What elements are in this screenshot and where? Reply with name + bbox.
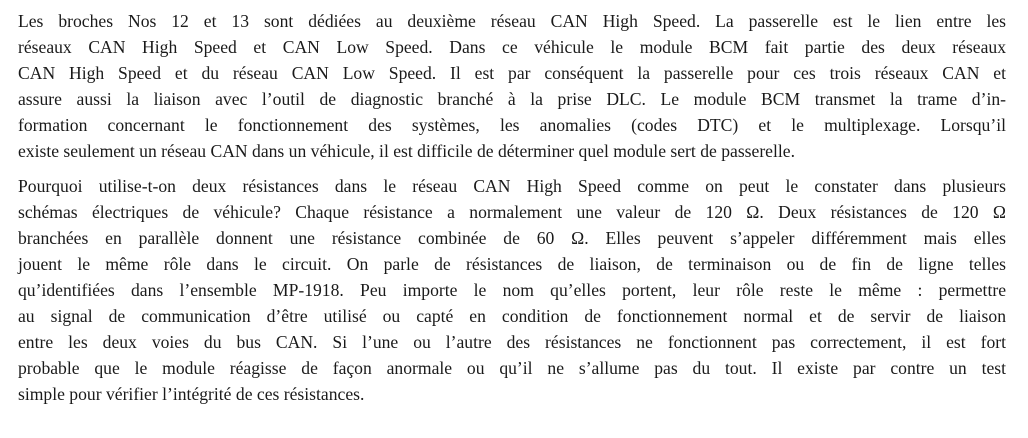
text-line: jouent le même rôle dans le circuit. On parle de résistances de liaison, de terminaison ou de fin de ligne telles [18, 254, 1006, 274]
text-line: Pourquoi utilise-t-on deux résistances dans le réseau CAN High Speed comme on peut le constater dans plusieurs [18, 176, 1006, 196]
text-line: assure aussi la liaison avec l’outil de diagnostic branché à la prise DLC. Le module BCM transmet la trame d’in- [18, 89, 1006, 109]
text-line: au signal de communication d’être utilisé ou capté en condition de fonctionnement normal et de servir de liaison [18, 306, 1006, 326]
text-line: entre les deux voies du bus CAN. Si l’une ou l’autre des résistances ne fonctionnent pas correctement, il est fort [18, 332, 1006, 352]
paragraph-gateway [18, 8, 1006, 164]
text-line: CAN High Speed et du réseau CAN Low Speed. Il est par conséquent la passerelle pour ces trois réseaux CAN et [18, 63, 1006, 83]
text-line: probable que le module réagisse de façon anormale ou qu’il ne s’allume pas du tout. Il existe par contre un test [18, 358, 1006, 378]
text-line: réseaux CAN High Speed et CAN Low Speed. Dans ce véhicule le module BCM fait partie des deux réseaux [18, 37, 1006, 57]
text-line: qu’identifiées dans l’ensemble MP-1918. Peu importe le nom qu’elles portent, leur rôle reste le même : permettre [18, 280, 1006, 300]
text-line: schémas électriques de véhicule? Chaque résistance a normalement une valeur de 120 Ω. Deux résistances de 120 Ω [18, 202, 1006, 222]
document-body [18, 8, 1006, 416]
text-line: formation concernant le fonctionnement des systèmes, les anomalies (codes DTC) et le multiplexage. Lorsqu’il [18, 115, 1006, 135]
text-line: branchées en parallèle donnent une résistance combinée de 60 Ω. Elles peuvent s’appeler différemment mais elles [18, 228, 1006, 248]
text-line: existe seulement un réseau CAN dans un véhicule, il est difficile de déterminer quel module sert de passerelle. [18, 141, 795, 161]
text-line: simple pour vérifier l’intégrité de ces résistances. [18, 384, 365, 404]
paragraph-resistances [18, 173, 1006, 407]
text-line: Les broches Nos 12 et 13 sont dédiées au deuxième réseau CAN High Speed. La passerelle est le lien entre les [18, 11, 1006, 31]
